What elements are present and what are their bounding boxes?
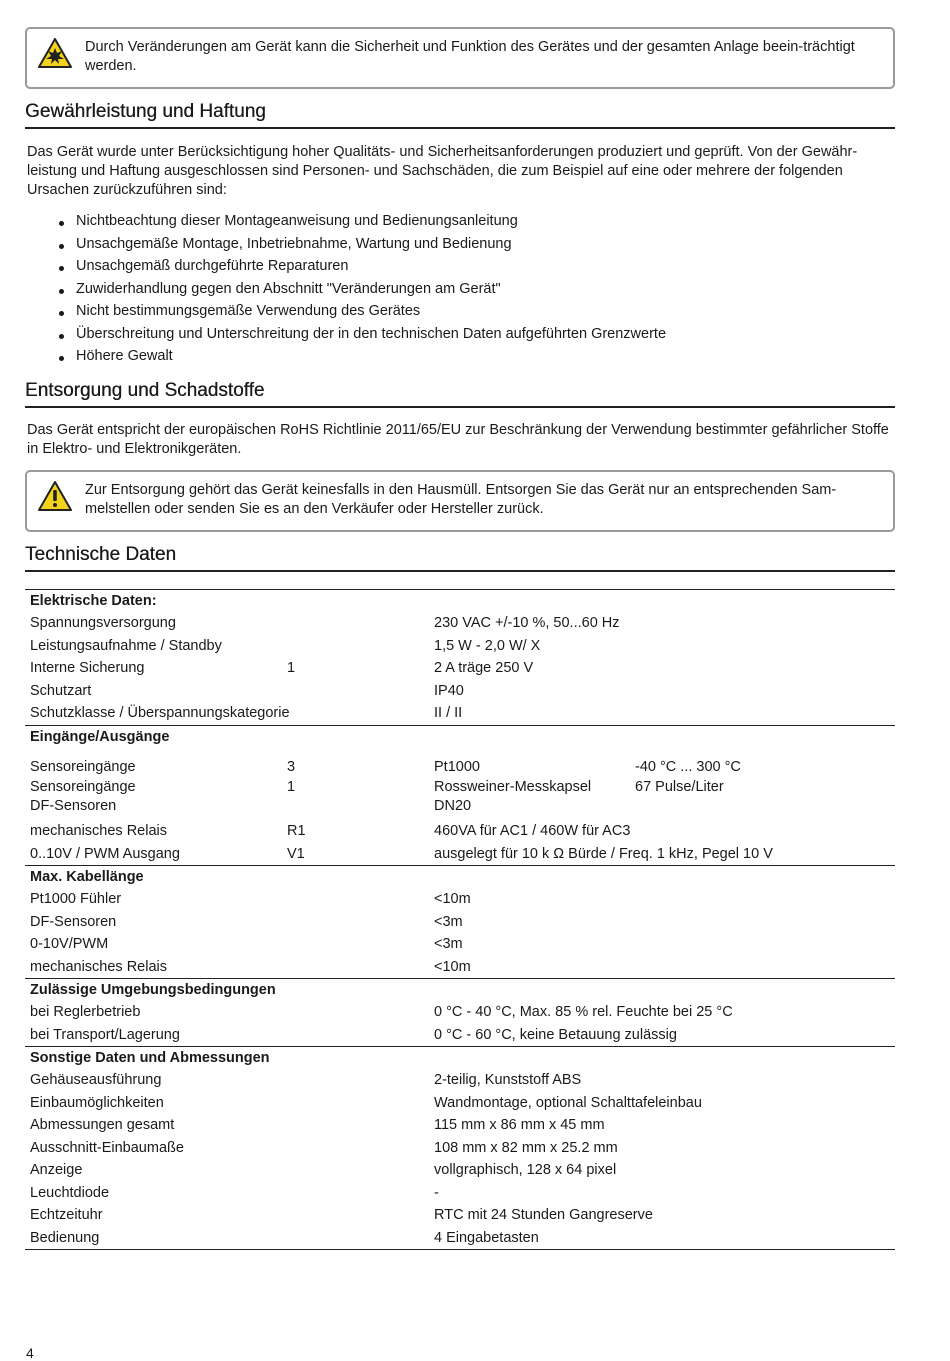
disposal-heading: Entsorgung und Schadstoffe [25, 379, 895, 408]
explosion-warning-icon [37, 37, 73, 69]
cell-count: R1 [287, 823, 306, 839]
cell-label: Leuchtdiode [30, 1184, 110, 1201]
technical-heading: Technische Daten [25, 543, 895, 572]
table-section-electrical [25, 590, 895, 726]
cell-value: <3m [434, 936, 463, 952]
section-title: Eingänge/Ausgänge [30, 728, 170, 745]
cell-value: <10m [434, 891, 471, 907]
cell-value: 0 °C - 40 °C, Max. 85 % rel. Feuchte bei 25 °C [434, 1004, 733, 1020]
cell-extra: -40 °C ... 300 °C [635, 758, 741, 775]
cell-label: 0-10V/PWM [30, 936, 109, 952]
technical-data-table [25, 589, 895, 1250]
cell-value: 4 Eingabetasten [434, 1229, 539, 1246]
table-section-ambient [25, 979, 895, 1047]
cell-value: 460VA für AC1 / 460W für AC3 [434, 823, 631, 839]
cell-value: RTC mit 24 Stunden Gangreserve [434, 1207, 653, 1223]
cell-value: 2 A träge 250 V [434, 660, 534, 676]
list-item: Unsachgemäß durchgeführte Reparaturen [27, 255, 666, 278]
cell-value: 0 °C - 60 °C, keine Betauung zulässig [434, 1026, 677, 1043]
table-row [25, 1001, 895, 1024]
cell-count: V1 [287, 845, 305, 862]
table-section-other [25, 1047, 895, 1250]
section-title: Max. Kabellänge [30, 869, 144, 885]
cell-value: ausgelegt für 10 k Ω Bürde / Freq. 1 kHz, Pegel 10 V [434, 845, 773, 862]
modification-notice-text: Durch Veränderungen am Gerät kann die Sicherheit und Funktion des Gerätes und der gesamten Anlage beein-trächtigt werden. [85, 39, 855, 74]
table-row [25, 702, 895, 725]
cell-value [434, 778, 591, 816]
warranty-intro: Das Gerät wurde unter Berücksichtigung hoher Qualitäts- und Sicherheitsanforderungen produziert und geprüft. Von der Gewähr-leistung und Haftung ausgeschlossen sind Personen- und Sachschäden, die zum Beispiel auf eine oder mehrere der folgenden Ursachen zurückzuführen sind: [27, 144, 858, 198]
table-row [25, 635, 895, 658]
list-item: Unsachgemäße Montage, Inbetriebnahme, Wartung und Bedienung [27, 233, 666, 256]
table-row [25, 1069, 895, 1092]
table-row [25, 843, 895, 866]
cell-label: 0..10V / PWM Ausgang [30, 845, 180, 862]
list-item: Höhere Gewalt [27, 345, 666, 368]
cell-value: II / II [434, 705, 463, 721]
page-number: 4 [26, 1345, 34, 1361]
section-title: Zulässige Umgebungsbedingungen [30, 982, 276, 998]
cell-extra-line: 67 Pulse/Liter [635, 779, 724, 795]
table-row [25, 820, 895, 843]
cell-extra [635, 778, 724, 797]
cell-label: Leistungsaufnahme / Standby [30, 637, 222, 654]
cell-label: Einbaumöglichkeiten [30, 1094, 164, 1111]
cell-value: 1,5 W - 2,0 W/ X [434, 637, 541, 654]
table-row [25, 1204, 895, 1227]
cell-value-line: DN20 [434, 798, 472, 814]
table-row [25, 1159, 895, 1182]
cell-value-line: Rossweiner-Messkapsel [434, 779, 592, 795]
cell-count [287, 778, 295, 797]
table-row [25, 657, 895, 680]
cell-label: Ausschnitt-Einbaumaße [30, 1139, 184, 1156]
cell-label: Echtzeituhr [30, 1207, 103, 1223]
table-row [25, 1092, 895, 1115]
cell-value: vollgraphisch, 128 x 64 pixel [434, 1162, 617, 1178]
table-row [25, 1182, 895, 1205]
table-row [25, 956, 895, 979]
cell-count: 1 [287, 660, 296, 676]
cell-label: Sensoreingänge [30, 758, 136, 775]
section-title: Sonstige Daten und Abmessungen [30, 1050, 270, 1066]
table-row [25, 933, 895, 956]
disposal-text: Das Gerät entspricht der europäischen RoHS Richtlinie 2011/65/EU zur Beschränkung der Verwendung bestimmter gefährlicher Stoffe in Elektro- und Elektronikgeräten. [27, 422, 889, 457]
cell-value: Wandmontage, optional Schalttafeleinbau [434, 1094, 702, 1111]
list-item: Zuwiderhandlung gegen den Abschnitt "Veränderungen am Gerät" [27, 278, 666, 301]
cell-value: Pt1000 [434, 758, 480, 775]
cell-label: Spannungsversorgung [30, 615, 176, 631]
table-row [25, 911, 895, 934]
list-item: Nichtbeachtung dieser Montageanweisung und Bedienungsanleitung [27, 210, 666, 233]
modification-notice [25, 27, 895, 89]
cell-value: - [434, 1184, 439, 1201]
list-item: Überschreitung und Unterschreitung der in den technischen Daten aufgeführten Grenzwerte [27, 323, 666, 346]
table-row [25, 1137, 895, 1160]
warning-triangle-icon [37, 480, 73, 512]
disposal-notice [25, 470, 895, 532]
table-row [25, 778, 895, 820]
cell-label: Abmessungen gesamt [30, 1117, 175, 1133]
table-row [25, 612, 895, 635]
cell-value: <3m [434, 913, 463, 930]
table-row [25, 1114, 895, 1137]
cell-value: <10m [434, 958, 471, 975]
cell-count-line: 1 [287, 779, 296, 795]
cell-label: Interne Sicherung [30, 660, 145, 676]
cell-label: Bedienung [30, 1229, 100, 1246]
table-row [25, 1227, 895, 1250]
cell-label: Pt1000 Fühler [30, 891, 122, 907]
cell-value: IP40 [434, 682, 464, 699]
table-section-io [25, 726, 895, 867]
disposal-notice-text: Zur Entsorgung gehört das Gerät keinesfalls in den Hausmüll. Entsorgen Sie das Gerät nur an entsprechenden Sam-melstellen oder senden Sie es an den Verkäufer oder Hersteller zurück. [85, 482, 837, 517]
cell-label: Gehäuseausführung [30, 1072, 162, 1088]
table-section-cable-length [25, 866, 895, 979]
cell-label: bei Transport/Lagerung [30, 1026, 180, 1043]
table-row [25, 1024, 895, 1047]
liability-exclusion-list [27, 210, 666, 368]
cell-value: 2-teilig, Kunststoff ABS [434, 1072, 582, 1088]
cell-value: 115 mm x 86 mm x 45 mm [434, 1117, 605, 1133]
list-item: Nicht bestimmungsgemäße Verwendung des Gerätes [27, 300, 666, 323]
table-row [25, 756, 895, 779]
table-row [25, 680, 895, 703]
cell-label: bei Reglerbetrieb [30, 1004, 141, 1020]
cell-value: 108 mm x 82 mm x 25.2 mm [434, 1139, 618, 1156]
cell-label-line: DF-Sensoren [30, 798, 117, 814]
cell-label-line: Sensoreingänge [30, 779, 136, 795]
cell-label: mechanisches Relais [30, 958, 168, 975]
cell-label: Anzeige [30, 1162, 83, 1178]
cell-value: 230 VAC +/-10 %, 50...60 Hz [434, 615, 620, 631]
cell-label [30, 778, 136, 816]
section-title: Elektrische Daten: [30, 593, 157, 609]
cell-label: Schutzklasse / Überspannungskategorie [30, 705, 290, 721]
cell-label: mechanisches Relais [30, 823, 168, 839]
cell-label: Schutzart [30, 682, 92, 699]
table-row [25, 888, 895, 911]
cell-label: DF-Sensoren [30, 913, 117, 930]
cell-count: 3 [287, 758, 296, 775]
warranty-heading: Gewährleistung und Haftung [25, 100, 895, 129]
